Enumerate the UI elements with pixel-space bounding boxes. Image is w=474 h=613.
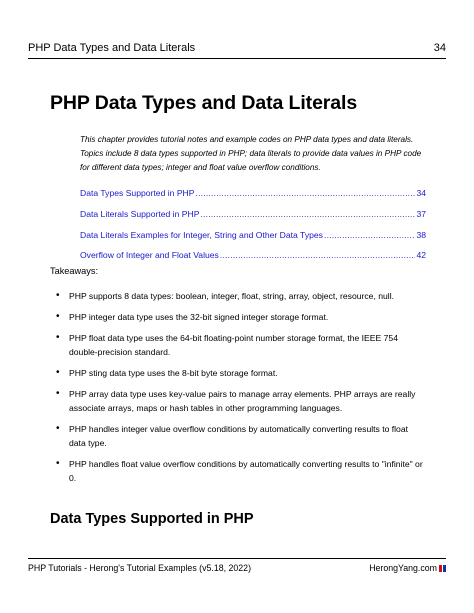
list-item: • PHP handles float value overflow conditions by automatically converting results to "infinite" or 0. [56,457,426,485]
running-footer [28,558,446,575]
section-title: Data Types Supported in PHP [50,511,254,527]
list-item: • PHP float data type uses the 64-bit floating-point number storage format, the IEEE 754 double-precision standard. [56,331,426,359]
chapter-title: PHP Data Types and Data Literals [50,92,358,114]
list-item: • PHP integer data type uses the 32-bit signed integer storage format. [56,310,426,324]
list-item: • PHP array data type uses key-value pairs to manage array elements. PHP arrays are really associate arrays, maps or hash tables in other programming languages. [56,387,426,415]
list-item: • PHP supports 8 data types: boolean, integer, float, string, array, object, resource, null. [56,289,426,303]
toc-leader-dots [220,250,416,260]
toc-leader-dots [324,230,415,240]
toc-item[interactable] [80,206,426,219]
toc-item-page: 38 [416,229,426,240]
toc-item[interactable] [80,185,426,198]
table-of-contents [80,185,426,268]
toc-item[interactable] [80,247,426,260]
list-item: • PHP handles integer value overflow conditions by automatically converting results to float data type. [56,422,426,450]
toc-item-title: Overflow of Integer and Float Values [80,250,219,261]
page-number: 34 [433,42,446,54]
running-title: PHP Data Types and Data Literals [28,42,196,54]
toc-leader-dots [200,209,415,219]
running-header [28,40,446,59]
footer-site[interactable] [369,563,446,573]
footer-site-label: HerongYang.com [369,563,437,573]
toc-item-page: 37 [416,208,426,219]
takeaways-list [56,289,426,492]
toc-item-title: Data Literals Supported in PHP [80,208,200,219]
footer-book-info: PHP Tutorials - Herong's Tutorial Examples (v5.18, 2022) [28,563,252,573]
takeaways-label: Takeaways: [50,266,98,276]
toc-leader-dots [196,188,416,198]
list-item: • PHP sting data type uses the 8-bit byte storage format. [56,366,426,380]
toc-item[interactable] [80,227,426,240]
toc-item-page: 34 [416,188,426,198]
site-logo-icon [439,565,446,572]
toc-item-title: Data Types Supported in PHP [80,188,195,198]
toc-item-title: Data Literals Examples for Integer, String and Other Data Types [80,229,323,240]
chapter-abstract: This chapter provides tutorial notes and example codes on PHP data types and data literals. Topics include 8 data types supported in PHP; data literals to provide data values in PHP code for different data types; integer and float value overflow conditions. [80,135,422,172]
toc-item-page: 42 [416,250,426,261]
